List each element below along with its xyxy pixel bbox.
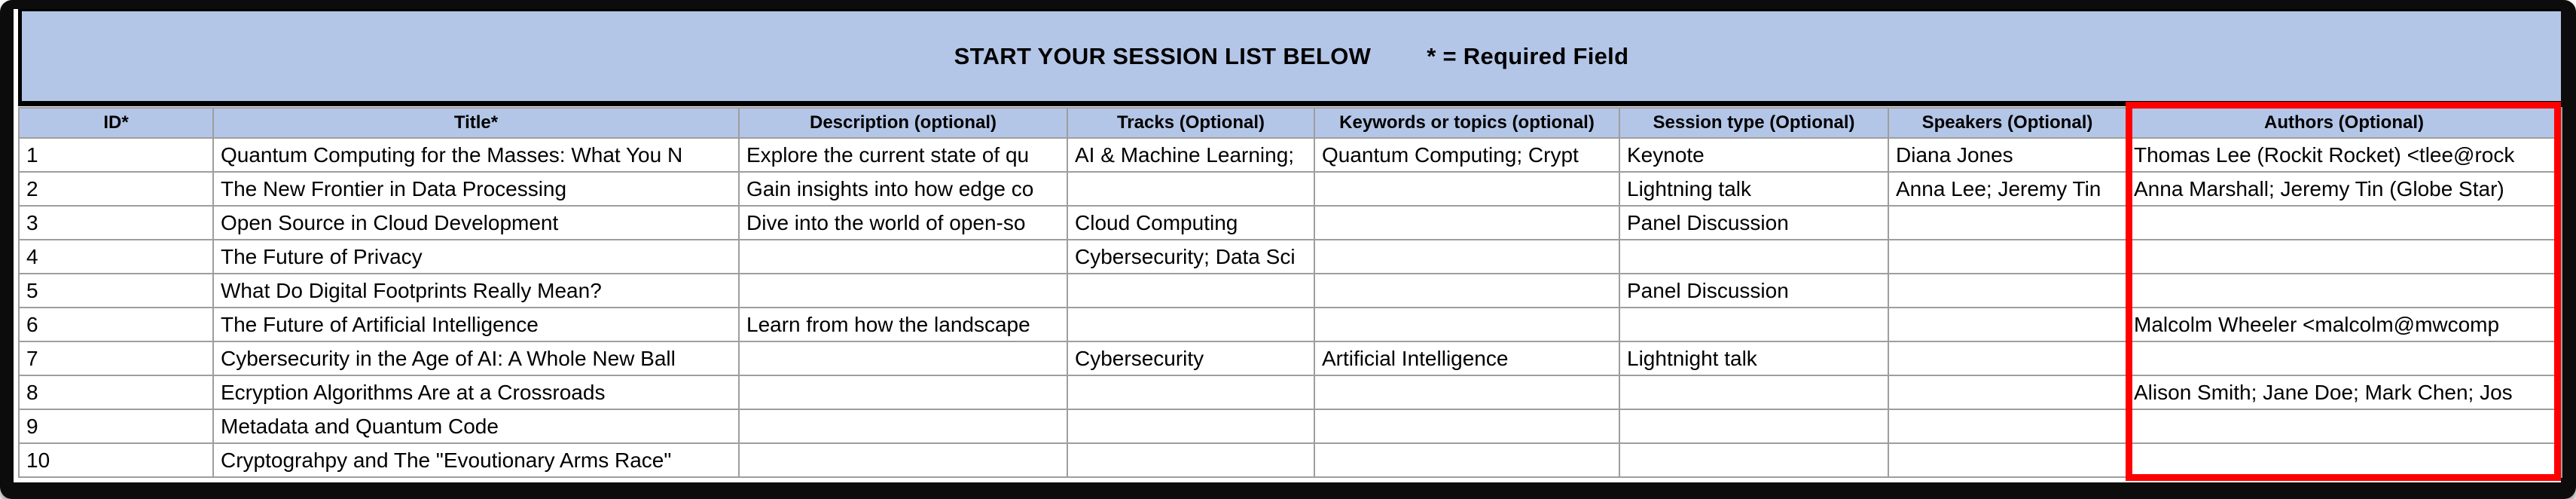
column-header-title[interactable]: Title* <box>213 108 739 138</box>
cell-authors-row-2[interactable]: Anna Marshall; Jeremy Tin (Globe Star) <box>2126 172 2562 206</box>
cell-authors-row-8[interactable]: Alison Smith; Jane Doe; Mark Chen; Jos <box>2126 375 2562 409</box>
column-header-speakers[interactable]: Speakers (Optional) <box>1888 108 2126 138</box>
cell-id-row-3[interactable]: 3 <box>19 206 213 240</box>
cell-speakers-row-8[interactable] <box>1888 375 2126 409</box>
cell-speakers-row-5[interactable] <box>1888 274 2126 308</box>
cell-authors-row-5[interactable] <box>2126 274 2562 308</box>
cell-speakers-row-7[interactable] <box>1888 341 2126 375</box>
cell-authors-row-1[interactable]: Thomas Lee (Rockit Rocket) <tlee@rock <box>2126 138 2562 172</box>
cell-description-row-1[interactable]: Explore the current state of qu <box>739 138 1067 172</box>
cell-tracks-row-10[interactable] <box>1067 443 1314 477</box>
cell-id-row-7[interactable]: 7 <box>19 341 213 375</box>
cell-id-row-6[interactable]: 6 <box>19 308 213 341</box>
header-row <box>19 108 2562 138</box>
column-header-authors[interactable]: Authors (Optional) <box>2126 108 2562 138</box>
table-row <box>19 308 2562 341</box>
column-header-description[interactable]: Description (optional) <box>739 108 1067 138</box>
cell-keywords-row-8[interactable] <box>1314 375 1619 409</box>
table-row <box>19 172 2562 206</box>
cell-authors-row-4[interactable] <box>2126 240 2562 274</box>
cell-session_type-row-1[interactable]: Keynote <box>1619 138 1888 172</box>
cell-id-row-9[interactable]: 9 <box>19 409 213 443</box>
banner-required-note: * = Required Field <box>1427 42 1629 69</box>
cell-speakers-row-2[interactable]: Anna Lee; Jeremy Tin <box>1888 172 2126 206</box>
table-row <box>19 443 2562 477</box>
cell-session_type-row-5[interactable]: Panel Discussion <box>1619 274 1888 308</box>
spreadsheet <box>14 9 2561 482</box>
cell-tracks-row-7[interactable]: Cybersecurity <box>1067 341 1314 375</box>
banner-title: START YOUR SESSION LIST BELOW <box>954 42 1372 69</box>
session-table <box>18 107 2562 478</box>
cell-session_type-row-7[interactable]: Lightnight talk <box>1619 341 1888 375</box>
cell-keywords-row-2[interactable] <box>1314 172 1619 206</box>
cell-id-row-8[interactable]: 8 <box>19 375 213 409</box>
table-body <box>19 138 2562 477</box>
column-header-tracks[interactable]: Tracks (Optional) <box>1067 108 1314 138</box>
cell-keywords-row-6[interactable] <box>1314 308 1619 341</box>
cell-id-row-10[interactable]: 10 <box>19 443 213 477</box>
cell-session_type-row-6[interactable] <box>1619 308 1888 341</box>
cell-session_type-row-2[interactable]: Lightning talk <box>1619 172 1888 206</box>
cell-keywords-row-7[interactable]: Artificial Intelligence <box>1314 341 1619 375</box>
cell-authors-row-9[interactable] <box>2126 409 2562 443</box>
cell-id-row-4[interactable]: 4 <box>19 240 213 274</box>
cell-keywords-row-1[interactable]: Quantum Computing; Crypt <box>1314 138 1619 172</box>
cell-title-row-7[interactable]: Cybersecurity in the Age of AI: A Whole New Ball <box>213 341 739 375</box>
cell-session_type-row-3[interactable]: Panel Discussion <box>1619 206 1888 240</box>
cell-description-row-2[interactable]: Gain insights into how edge co <box>739 172 1067 206</box>
cell-tracks-row-6[interactable] <box>1067 308 1314 341</box>
cell-tracks-row-3[interactable]: Cloud Computing <box>1067 206 1314 240</box>
cell-tracks-row-5[interactable] <box>1067 274 1314 308</box>
cell-description-row-6[interactable]: Learn from how the landscape <box>739 308 1067 341</box>
column-header-keywords[interactable]: Keywords or topics (optional) <box>1314 108 1619 138</box>
cell-title-row-9[interactable]: Metadata and Quantum Code <box>213 409 739 443</box>
cell-keywords-row-9[interactable] <box>1314 409 1619 443</box>
cell-tracks-row-1[interactable]: AI & Machine Learning; <box>1067 138 1314 172</box>
table-row <box>19 274 2562 308</box>
cell-session_type-row-10[interactable] <box>1619 443 1888 477</box>
cell-speakers-row-4[interactable] <box>1888 240 2126 274</box>
cell-tracks-row-8[interactable] <box>1067 375 1314 409</box>
cell-title-row-4[interactable]: The Future of Privacy <box>213 240 739 274</box>
cell-title-row-1[interactable]: Quantum Computing for the Masses: What You N <box>213 138 739 172</box>
cell-keywords-row-5[interactable] <box>1314 274 1619 308</box>
cell-description-row-8[interactable] <box>739 375 1067 409</box>
cell-session_type-row-8[interactable] <box>1619 375 1888 409</box>
column-header-id[interactable]: ID* <box>19 108 213 138</box>
cell-description-row-7[interactable] <box>739 341 1067 375</box>
table-row <box>19 341 2562 375</box>
cell-title-row-3[interactable]: Open Source in Cloud Development <box>213 206 739 240</box>
cell-speakers-row-9[interactable] <box>1888 409 2126 443</box>
cell-description-row-9[interactable] <box>739 409 1067 443</box>
table-row <box>19 240 2562 274</box>
table-row <box>19 138 2562 172</box>
cell-authors-row-7[interactable] <box>2126 341 2562 375</box>
cell-description-row-10[interactable] <box>739 443 1067 477</box>
cell-keywords-row-4[interactable] <box>1314 240 1619 274</box>
cell-title-row-5[interactable]: What Do Digital Footprints Really Mean? <box>213 274 739 308</box>
table-row <box>19 206 2562 240</box>
banner-merged-cell[interactable] <box>18 9 2561 106</box>
cell-keywords-row-3[interactable] <box>1314 206 1619 240</box>
cell-description-row-3[interactable]: Dive into the world of open-so <box>739 206 1067 240</box>
cell-title-row-10[interactable]: Cryptograhpy and The "Evoutionary Arms Race" <box>213 443 739 477</box>
column-header-session_type[interactable]: Session type (Optional) <box>1619 108 1888 138</box>
cell-session_type-row-4[interactable] <box>1619 240 1888 274</box>
cell-authors-row-10[interactable] <box>2126 443 2562 477</box>
table-row <box>19 409 2562 443</box>
cell-tracks-row-4[interactable]: Cybersecurity; Data Sci <box>1067 240 1314 274</box>
cell-id-row-1[interactable]: 1 <box>19 138 213 172</box>
cell-id-row-2[interactable]: 2 <box>19 172 213 206</box>
cell-keywords-row-10[interactable] <box>1314 443 1619 477</box>
cell-description-row-4[interactable] <box>739 240 1067 274</box>
cell-id-row-5[interactable]: 5 <box>19 274 213 308</box>
cell-authors-row-3[interactable] <box>2126 206 2562 240</box>
table-row <box>19 375 2562 409</box>
cell-authors-row-6[interactable]: Malcolm Wheeler <malcolm@mwcomp <box>2126 308 2562 341</box>
cell-tracks-row-2[interactable] <box>1067 172 1314 206</box>
cell-description-row-5[interactable] <box>739 274 1067 308</box>
cell-title-row-6[interactable]: The Future of Artificial Intelligence <box>213 308 739 341</box>
cell-speakers-row-10[interactable] <box>1888 443 2126 477</box>
cell-tracks-row-9[interactable] <box>1067 409 1314 443</box>
cell-speakers-row-1[interactable]: Diana Jones <box>1888 138 2126 172</box>
cell-title-row-8[interactable]: Ecryption Algorithms Are at a Crossroads <box>213 375 739 409</box>
cell-speakers-row-3[interactable] <box>1888 206 2126 240</box>
cell-title-row-2[interactable]: The New Frontier in Data Processing <box>213 172 739 206</box>
cell-session_type-row-9[interactable] <box>1619 409 1888 443</box>
cell-speakers-row-6[interactable] <box>1888 308 2126 341</box>
